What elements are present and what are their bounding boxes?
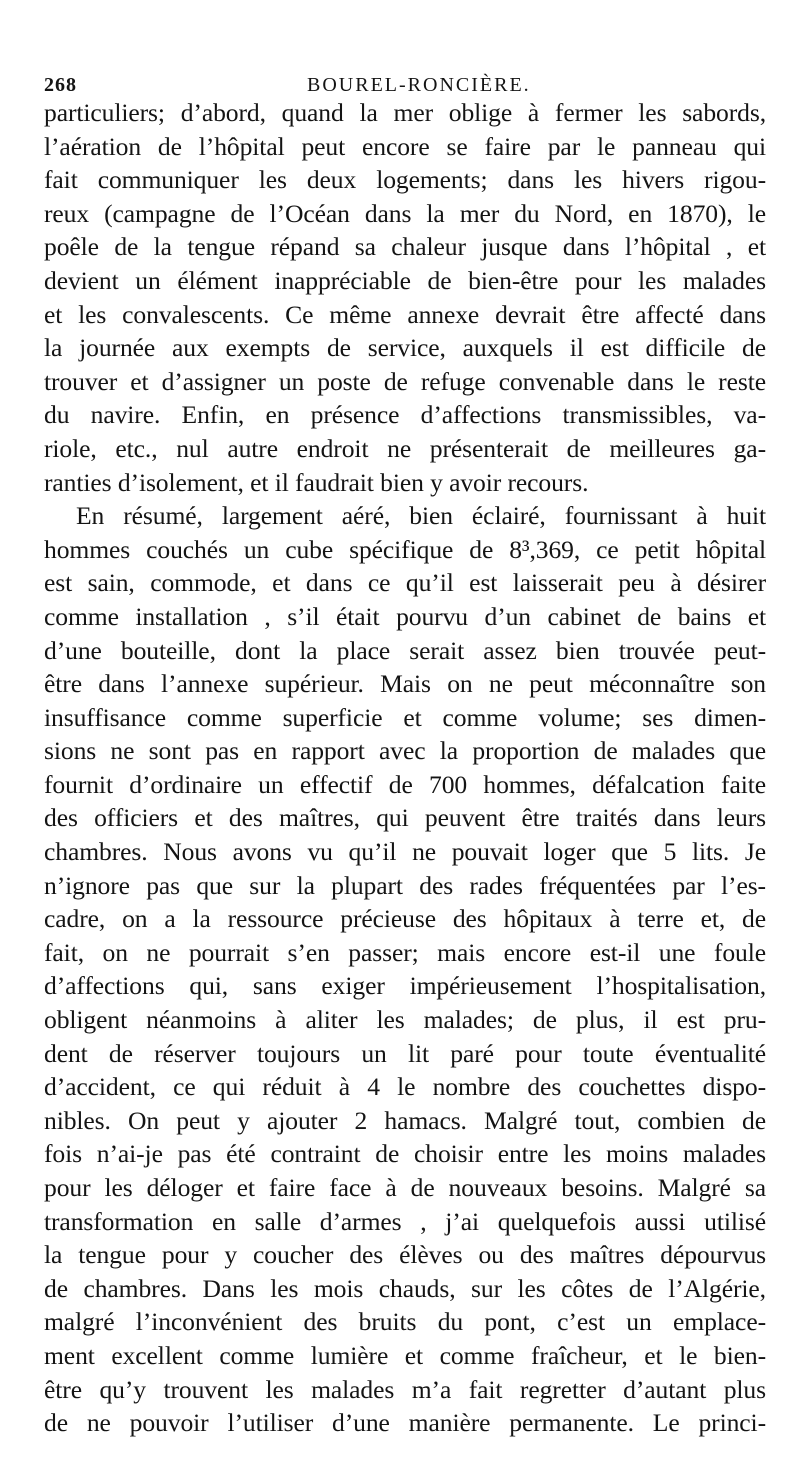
- text-line: l’aération de l’hôpital peut encore se faire par le panneau qui: [44, 131, 766, 161]
- page-header: [44, 62, 766, 96]
- text-line: du navire. Enfin, en présence d’affections transmissibles, va-: [44, 400, 766, 430]
- text-line: est sain, commode, et dans ce qu’il est laisserait peu à désirer: [44, 568, 766, 598]
- text-line: la tengue pour y coucher des élèves ou des maîtres dépourvus: [44, 1240, 766, 1270]
- text-line: pour les déloger et faire face à de nouveaux besoins. Malgré sa: [44, 1173, 766, 1202]
- text-line: fournit d’ordinaire un effectif de 700 hommes, défalcation faite: [44, 769, 766, 799]
- text-line: reux (campagne de l’Océan dans la mer du Nord, en 1870), le: [44, 198, 766, 228]
- text-line: insuffisance comme superficie et comme volume; ses dimen-: [44, 702, 766, 732]
- text-line: dent de réserver toujours un lit paré pour toute éventualité: [44, 1038, 766, 1068]
- text-line: cadre, on a la ressource précieuse des hôpitaux à terre et, de: [44, 904, 766, 934]
- text-line: sions ne sont pas en rapport avec la proportion de malades que: [44, 736, 766, 766]
- page-number: 268: [44, 74, 77, 96]
- text-line: fait communiquer les deux logements; dans les hivers rigou-: [44, 165, 766, 195]
- text-line: ment excellent comme lumière et comme fraîcheur, et le bien-: [44, 1340, 766, 1370]
- text-line: comme installation , s’il était pourvu d’un cabinet de bains et: [44, 601, 766, 631]
- text-line: En résumé, largement aéré, bien éclairé, fournissant à huit: [76, 501, 766, 531]
- text-line: trouver et d’assigner un poste de refuge convenable dans le reste: [44, 366, 766, 396]
- running-title: BOUREL-RONCIÈRE.: [307, 74, 531, 96]
- paragraph-summary: [44, 499, 766, 1440]
- text-line: nibles. On peut y ajouter 2 hamacs. Malgré tout, combien de: [44, 1105, 766, 1135]
- text-line: être qu’y trouvent les malades m’a fait regretter d’autant plus: [44, 1374, 766, 1404]
- text-line: d’accident, ce qui réduit à 4 le nombre des couchettes dispo-: [44, 1072, 766, 1102]
- text-line: riole, etc., nul autre endroit ne présenterait de meilleures ga-: [44, 433, 766, 463]
- text-line: transformation en salle d’armes , j’ai quelquefois aussi utilisé: [44, 1206, 766, 1236]
- text-line: la journée aux exempts de service, auxquels il est difficile de: [44, 333, 766, 363]
- body-text: [44, 96, 766, 1440]
- text-line: malgré l’inconvénient des bruits du pont, c’est un emplace-: [44, 1307, 766, 1337]
- text-line: de ne pouvoir l’utiliser d’une manière permanente. Le princi-: [44, 1408, 766, 1438]
- text-line: être dans l’annexe supérieur. Mais on ne peut méconnaître son: [44, 669, 766, 699]
- text-line: n’ignore pas que sur la plupart des rades fréquentées par l’es-: [44, 870, 766, 900]
- text-line: fois n’ai-je pas été contraint de choisir entre les moins malades: [44, 1139, 766, 1169]
- text-line: chambres. Nous avons vu qu’il ne pouvait loger que 5 lits. Je: [44, 837, 766, 867]
- text-line: de chambres. Dans les mois chauds, sur les côtes de l’Algérie,: [44, 1273, 766, 1303]
- text-line: hommes couchés un cube spécifique de 8³,369, ce petit hôpital: [44, 534, 766, 564]
- text-line: particuliers; d’abord, quand la mer oblige à fermer les sabords,: [44, 98, 766, 127]
- text-line: poêle de la tengue répand sa chaleur jusque dans l’hôpital , et: [44, 232, 766, 262]
- paragraph-continued: [44, 96, 766, 499]
- text-line: ranties d’isolement, et il faudrait bien y avoir recours.: [44, 467, 589, 497]
- text-line: d’affections qui, sans exiger impérieusement l’hospitalisation,: [44, 971, 766, 1001]
- text-line: des officiers et des maîtres, qui peuvent être traités dans leurs: [44, 803, 766, 833]
- text-line: devient un élément inappréciable de bien-être pour les malades: [44, 265, 766, 295]
- text-line: d’une bouteille, dont la place serait assez bien trouvée peut-: [44, 635, 766, 665]
- text-line: et les convalescents. Ce même annexe devrait être affecté dans: [44, 299, 766, 329]
- text-line: fait, on ne pourrait s’en passer; mais encore est-il une foule: [44, 937, 766, 967]
- book-page: [44, 62, 766, 1440]
- text-line: obligent néanmoins à aliter les malades; de plus, il est pru-: [44, 1005, 766, 1035]
